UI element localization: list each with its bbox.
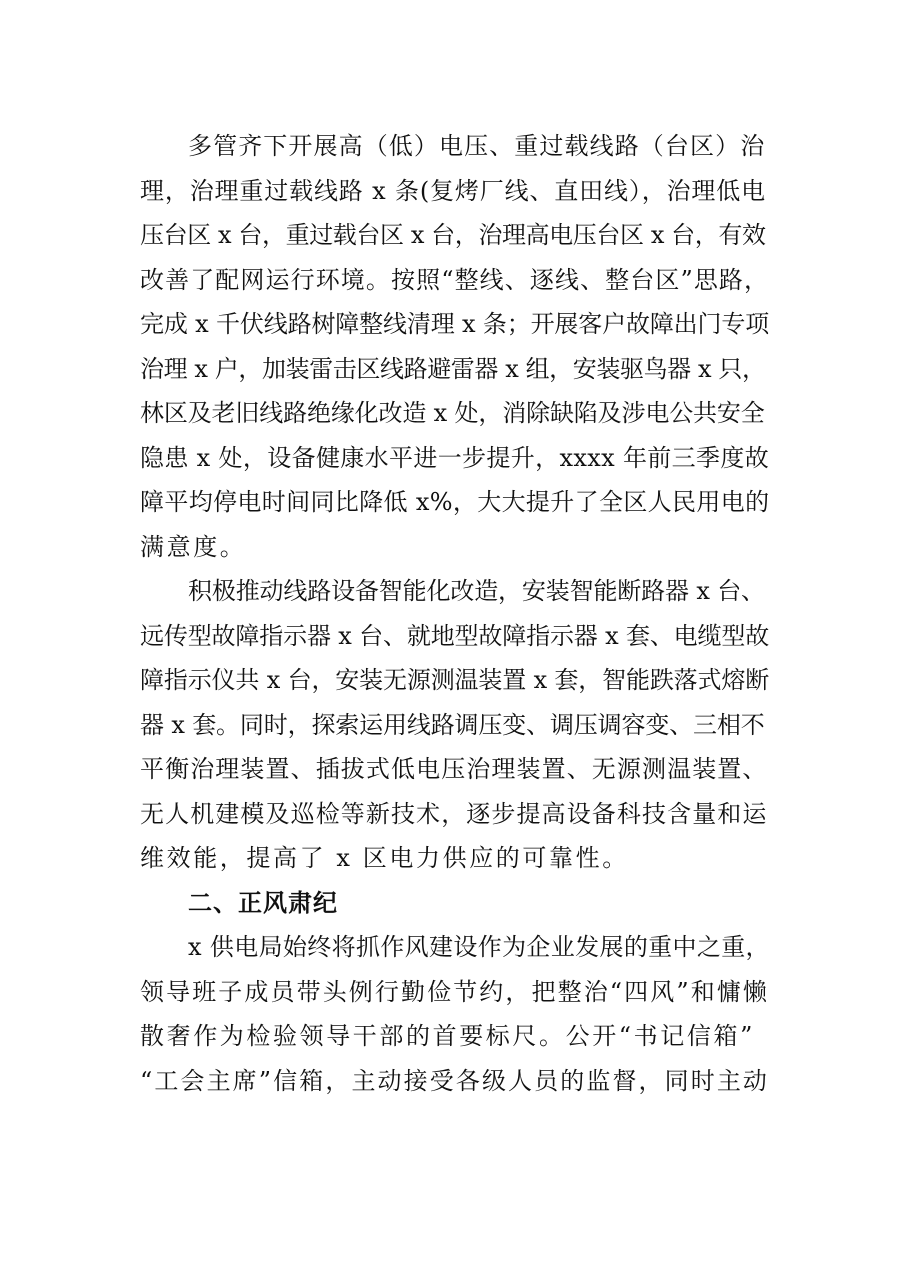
text-line: 林区及老旧线路绝缘化改造 x 处，消除缺陷及涉电公共安全 bbox=[140, 399, 765, 427]
paragraph-work-style bbox=[140, 925, 770, 1103]
text-line: 障指示仪共 x 台，安装无源测温装置 x 套，智能跌落式熔断 bbox=[140, 666, 770, 694]
text-line: 改善了配网运行环境。按照“整线、逐线、整台区”思路， bbox=[140, 265, 770, 294]
text-line: 障平均停电时间同比降低 x%，大大提升了全区人民用电的 bbox=[140, 488, 770, 516]
text-line: 器 x 套。同时，探索运用线路调压变、调压调容变、三相不 bbox=[140, 710, 765, 739]
text-line: 多管齐下开展高（低）电压、重过载线路（台区）治 bbox=[188, 132, 766, 160]
text-line: 隐患 x 处，设备健康水平进一步提升，xxxx 年前三季度故 bbox=[140, 443, 770, 472]
text-line: 远传型故障指示器 x 台、就地型故障指示器 x 套、电缆型故 bbox=[140, 621, 770, 650]
paragraph-smart-equipment bbox=[140, 569, 770, 881]
text-line: 满意度。 bbox=[140, 532, 247, 561]
text-line: “工会主席”信箱，主动接受各级人员的监督，同时主动 bbox=[140, 1066, 770, 1095]
text-line: x 供电局始终将抓作风建设作为企业发展的重中之重， bbox=[188, 933, 770, 961]
paragraph-power-line-governance bbox=[140, 124, 770, 569]
text-line: 压台区 x 台，重过载台区 x 台，治理高电压台区 x 台，有效 bbox=[140, 221, 766, 249]
text-line: 领导班子成员带头例行勤俭节约，把整治“四风”和慵懒 bbox=[140, 977, 770, 1006]
text-line: 维效能，提高了 x 区电力供应的可靠性。 bbox=[140, 844, 629, 872]
text-line: 散奢作为检验领导干部的首要标尺。公开“书记信箱” bbox=[140, 1022, 755, 1050]
text-line: 无人机建模及巡检等新技术，逐步提高设备科技含量和运 bbox=[140, 799, 768, 828]
text-line: 平衡治理装置、插拔式低电压治理装置、无源测温装置、 bbox=[140, 755, 768, 783]
text-line: 治理 x 户，加装雷击区线路避雷器 x 组，安装驱鸟器 x 只， bbox=[140, 354, 766, 383]
section-heading: 二、正风肃纪 bbox=[188, 888, 338, 917]
text-line: 积极推动线路设备智能化改造，安装智能断路器 x 台、 bbox=[188, 577, 765, 605]
text-line: 完成 x 千伏线路树障整线清理 x 条；开展客户故障出门专项 bbox=[140, 310, 770, 338]
document-body bbox=[140, 124, 770, 1103]
text-line: 理，治理重过载线路 x 条(复烤厂线、直田线），治理低电 bbox=[140, 176, 766, 205]
